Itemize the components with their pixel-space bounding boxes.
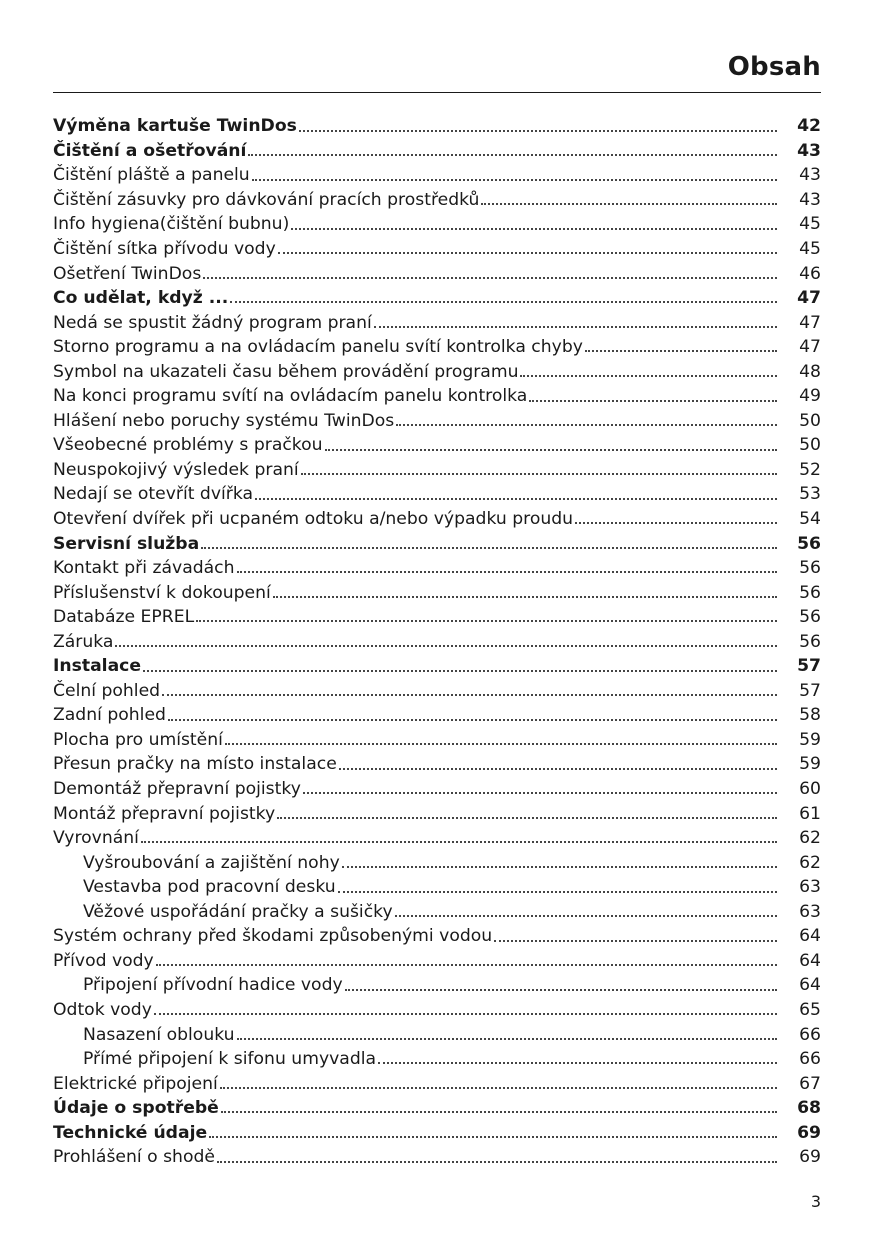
toc-entry[interactable]: [53, 507, 821, 532]
dot-leader: [374, 326, 777, 328]
toc-entry[interactable]: [53, 482, 821, 507]
toc-entry-title: Info hygiena(čištění bubnu): [53, 214, 290, 235]
dot-leader: [168, 719, 777, 721]
dot-leader: [237, 571, 777, 573]
toc-entry-page: 50: [799, 410, 821, 431]
toc-entry[interactable]: [53, 359, 821, 384]
toc-entry[interactable]: [53, 1047, 821, 1072]
toc-entry[interactable]: [53, 1120, 821, 1145]
toc-entry[interactable]: [53, 212, 821, 237]
toc-entry[interactable]: [53, 998, 821, 1023]
toc-entry-page: 64: [799, 975, 821, 996]
toc-entry-title: Čištění a ošetřování: [53, 140, 247, 161]
toc-entry-title: Nedají se otevřít dvířka: [53, 484, 254, 505]
dot-leader: [273, 596, 777, 598]
toc-entry[interactable]: [53, 237, 821, 262]
toc-entry-page: 63: [799, 901, 821, 922]
toc-entry-page: 47: [797, 288, 821, 309]
dot-leader: [339, 768, 777, 770]
dot-leader: [325, 449, 777, 451]
toc-entry-title: Připojení přívodní hadice vody: [83, 975, 343, 996]
page-title: Obsah: [727, 52, 821, 82]
toc-entry-title: Plocha pro umístění: [53, 729, 223, 750]
dot-leader: [237, 1038, 777, 1040]
toc-entry-title: Nedá se spustit žádný program praní: [53, 312, 372, 333]
toc-entry-title: Demontáž přepravní pojistky: [53, 779, 301, 800]
toc-entry-page: 68: [797, 1098, 821, 1119]
toc-entry-page: 62: [799, 852, 821, 873]
toc-entry-page: 48: [799, 361, 821, 382]
dot-leader: [481, 203, 777, 205]
title-divider: [53, 92, 821, 93]
dot-leader: [378, 1062, 777, 1064]
dot-leader: [248, 154, 777, 156]
toc-entry-page: 56: [797, 533, 821, 554]
toc-entry-title: Čelní pohled: [53, 680, 161, 701]
toc-entry-title: Všeobecné problémy s pračkou: [53, 435, 323, 456]
toc-entry-page: 49: [799, 386, 821, 407]
toc-entry[interactable]: [53, 433, 821, 458]
toc-entry-page: 56: [799, 631, 821, 652]
toc-entry[interactable]: [53, 850, 821, 875]
toc-entry-title: Vestavba pod pracovní desku: [83, 877, 336, 898]
toc-entry[interactable]: [53, 310, 821, 335]
toc-entry[interactable]: [53, 163, 821, 188]
toc-entry[interactable]: [53, 629, 821, 654]
toc-entry-page: 69: [799, 1147, 821, 1168]
toc-entry-page: 69: [797, 1122, 821, 1143]
dot-leader: [303, 792, 777, 794]
toc-entry-page: 56: [799, 558, 821, 579]
toc-entry[interactable]: [53, 335, 821, 360]
toc-entry[interactable]: [53, 409, 821, 434]
toc-entry[interactable]: [53, 973, 821, 998]
toc-entry-page: 43: [797, 140, 821, 161]
dot-leader: [395, 915, 777, 917]
toc-entry[interactable]: [53, 703, 821, 728]
dot-leader: [156, 964, 777, 966]
toc-entry-page: 43: [799, 189, 821, 210]
toc-entry-title: Zadní pohled: [53, 705, 166, 726]
toc-entry-title: Co udělat, když ...: [53, 288, 229, 309]
dot-leader: [203, 277, 777, 279]
dot-leader: [345, 989, 777, 991]
toc-entry-title: Technické údaje: [53, 1122, 208, 1143]
toc-entry-title: Čištění zásuvky pro dávkování pracích prostředků: [53, 189, 480, 210]
page-number: 3: [810, 1192, 821, 1211]
toc-entry-title: Odtok vody: [53, 999, 152, 1020]
toc-entry[interactable]: [53, 531, 821, 556]
toc-entry[interactable]: [53, 728, 821, 753]
toc-entry-title: Vyrovnání: [53, 828, 139, 849]
toc-entry-title: Záruka: [53, 631, 114, 652]
toc-entry-title: Ošetření TwinDos: [53, 263, 202, 284]
toc-entry[interactable]: [53, 458, 821, 483]
toc-entry-page: 45: [799, 214, 821, 235]
dot-leader: [575, 522, 777, 524]
toc-entry[interactable]: [53, 777, 821, 802]
toc-entry[interactable]: [53, 654, 821, 679]
dot-leader: [201, 547, 777, 549]
toc-entry-page: 61: [799, 803, 821, 824]
toc-entry[interactable]: [53, 114, 821, 139]
toc-entry-title: Vyšroubování a zajištění nohy: [83, 852, 340, 873]
toc-entry-page: 63: [799, 877, 821, 898]
toc-entry[interactable]: [53, 139, 821, 164]
toc-entry-title: Čištění pláště a panelu: [53, 165, 250, 186]
toc-entry-page: 53: [799, 484, 821, 505]
dot-leader: [529, 400, 777, 402]
toc-entry-title: Nasazení oblouku: [83, 1024, 235, 1045]
toc-entry-page: 62: [799, 828, 821, 849]
toc-entry[interactable]: [53, 580, 821, 605]
toc-entry-page: 64: [799, 950, 821, 971]
toc-entry-title: Elektrické připojení: [53, 1073, 218, 1094]
toc-entry[interactable]: [53, 384, 821, 409]
toc-entry-title: Přesun pračky na místo instalace: [53, 754, 337, 775]
toc-entry[interactable]: [53, 1022, 821, 1047]
toc-entry-title: Příslušenství k dokoupení: [53, 582, 271, 603]
dot-leader: [209, 1136, 777, 1138]
toc-entry-title: Servisní služba: [53, 533, 200, 554]
toc-entry-title: Hlášení nebo poruchy systému TwinDos: [53, 410, 395, 431]
dot-leader: [115, 645, 777, 647]
toc-entry-page: 66: [799, 1049, 821, 1070]
toc-entry-page: 65: [799, 999, 821, 1020]
dot-leader: [162, 694, 777, 696]
toc-entry[interactable]: [53, 801, 821, 826]
toc-entry-title: Montáž přepravní pojistky: [53, 803, 276, 824]
toc-entry[interactable]: [53, 679, 821, 704]
toc-entry-page: 54: [799, 509, 821, 530]
dot-leader: [494, 940, 777, 942]
dot-leader: [291, 228, 777, 230]
toc-entry-title: Otevření dvířek při ucpaném odtoku a/nebo výpadku proudu: [53, 509, 574, 530]
toc-entry-page: 67: [799, 1073, 821, 1094]
toc-entry[interactable]: [53, 752, 821, 777]
toc-entry-page: 59: [799, 729, 821, 750]
toc-entry-page: 52: [799, 459, 821, 480]
toc-entry-page: 56: [799, 607, 821, 628]
dot-leader: [299, 130, 777, 132]
toc-entry-page: 60: [799, 779, 821, 800]
toc-entry-title: Věžové uspořádání pračky a sušičky: [83, 901, 393, 922]
toc-entry-page: 43: [799, 165, 821, 186]
toc-entry[interactable]: [53, 875, 821, 900]
toc-entry[interactable]: [53, 1096, 821, 1121]
toc-entry-page: 58: [799, 705, 821, 726]
toc-entry-page: 45: [799, 239, 821, 259]
toc-entry-title: Přívod vody: [53, 950, 154, 971]
toc-entry-page: 42: [797, 116, 821, 137]
table-of-contents: [53, 114, 821, 1170]
toc-entry[interactable]: [53, 826, 821, 851]
dot-leader: [585, 350, 777, 352]
toc-entry-page: 47: [799, 337, 821, 358]
toc-entry-title: Symbol na ukazateli času během provádění programu: [53, 361, 519, 382]
dot-leader: [342, 866, 777, 868]
toc-entry-title: Čištění sítka přívodu vody: [53, 239, 276, 259]
toc-entry-title: Systém ochrany před škodami způsobenými vodou: [53, 926, 493, 947]
dot-leader: [255, 498, 777, 500]
dot-leader: [338, 891, 777, 893]
dot-leader: [301, 473, 777, 475]
dot-leader: [217, 1161, 777, 1163]
toc-entry-title: Přímé připojení k sifonu umyvadla: [83, 1049, 377, 1070]
toc-entry[interactable]: [53, 1145, 821, 1170]
toc-entry-page: 64: [799, 926, 821, 947]
toc-entry-page: 50: [799, 435, 821, 456]
dot-leader: [396, 424, 777, 426]
dot-leader: [221, 1111, 777, 1113]
toc-entry[interactable]: [53, 1071, 821, 1096]
dot-leader: [154, 1013, 777, 1015]
toc-entry[interactable]: [53, 949, 821, 974]
toc-entry-title: Výměna kartuše TwinDos: [53, 116, 297, 137]
toc-entry[interactable]: [53, 188, 821, 213]
toc-entry-page: 66: [799, 1024, 821, 1045]
dot-leader: [220, 1087, 777, 1089]
toc-entry[interactable]: [53, 900, 821, 925]
dot-leader: [143, 670, 777, 672]
toc-entry-title: Storno programu a na ovládacím panelu svítí kontrolka chyby: [53, 337, 583, 358]
toc-entry-title: Na konci programu svítí na ovládacím panelu kontrolka: [53, 386, 528, 407]
toc-entry-page: 57: [797, 656, 821, 677]
toc-entry[interactable]: [53, 261, 821, 286]
toc-entry-page: 56: [799, 582, 821, 603]
toc-entry[interactable]: [53, 556, 821, 581]
dot-leader: [225, 743, 777, 745]
toc-entry[interactable]: [53, 605, 821, 630]
dot-leader: [141, 841, 777, 843]
dot-leader: [230, 301, 777, 303]
toc-entry[interactable]: [53, 286, 821, 311]
toc-entry-title: Údaje o spotřebě: [53, 1098, 219, 1119]
toc-entry-page: 59: [799, 754, 821, 775]
toc-entry-page: 46: [799, 263, 821, 284]
toc-entry-title: Neuspokojivý výsledek praní: [53, 459, 299, 480]
dot-leader: [278, 252, 777, 254]
toc-entry-page: 47: [799, 312, 821, 333]
toc-entry-title: Prohlášení o shodě: [53, 1147, 215, 1168]
toc-entry[interactable]: [53, 924, 821, 949]
dot-leader: [277, 817, 777, 819]
dot-leader: [252, 179, 777, 181]
dot-leader: [196, 620, 777, 622]
toc-entry-title: Databáze EPREL: [53, 607, 195, 628]
toc-entry-page: 57: [799, 680, 821, 701]
toc-entry-title: Instalace: [53, 656, 142, 677]
dot-leader: [520, 375, 777, 377]
toc-entry-title: Kontakt při závadách: [53, 558, 235, 579]
